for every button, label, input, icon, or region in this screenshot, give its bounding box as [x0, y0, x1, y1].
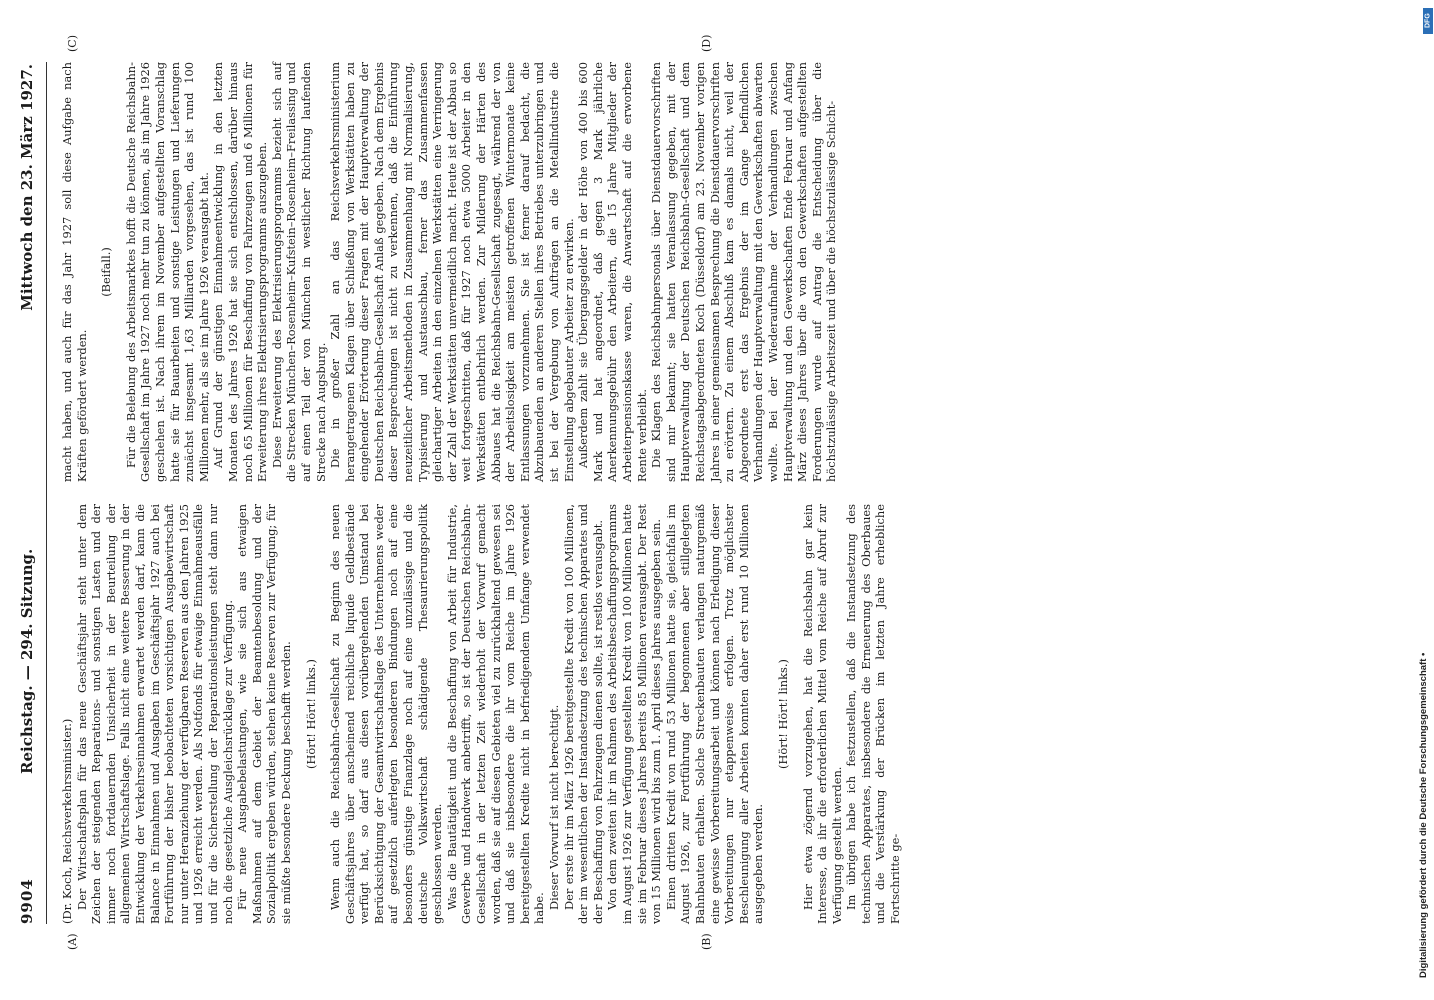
right-column — [60, 62, 839, 482]
header-left-title: Reichstag. — 294. Sitzung. — [18, 548, 36, 774]
left-column-paragraph: Der erste ihr im März 1926 bereitgestellte Kredit von 100 Millionen, der im wesentlichen der Instandsetzung des technischen Apparates und der Beschaffung von Fahrzeugen dienen sollte, ist restlos verausgabt. — [561, 504, 605, 924]
page-number: 9904 — [18, 878, 36, 924]
right-column-paragraph: Die Klagen des Reichsbahnpersonals über Dienstdauervorschriften sind mir bekannt; sie hatten Veranlassung gegeben, mit der Hauptverwaltung der Deutschen Reichsbahn-Gesellschaft und dem Reichstagsabgeordneten Koch (Düsseldorf) am 23. November vorigen Jahres in einer gemeinsamen Besprechung die Dienstdauervorschriften zu erörtern. Zu einem Abschluß kam es damals nicht, weil der Abgeordnete erst das Ergebnis der im Gange befindlichen Verhandlungen der Hauptverwaltung mit den Gewerkschaften abwarten wollte. Bei der Wiederaufnahme der Verhandlungen zwischen Hauptverwaltung und den Gewerkschaften Ende Februar und Anfang März dieses Jahres über die von den Gewerkschaften aufgestellten Forderungen wurde auf Antrag die Entscheidung über die höchstzulässige Arbeitszeit und über die höchstzulässige Schicht- — [649, 62, 839, 482]
left-column-paragraph: Im übrigen habe ich festzustellen, daß die Instandsetzung des technischen Apparates, insbesondere die Erneuerung des Oberbaues und die Verstärkung der Brücken im letzten Jahre erhebliche Fortschritte ge- — [844, 504, 903, 924]
header-right-title: Mittwoch den 23. März 1927. — [18, 64, 36, 311]
right-column-paragraph: Auf Grund der günstigen Einnahmeentwicklung in den letzten Monaten des Jahres 1926 hat sie sich entschlossen, darüber hinaus noch 65 Millionen für Beschaffung von Fahrzeugen und 6 Millionen für Erweiterung ihres Elektrisierungsprogramms auszugeben. — [211, 62, 270, 482]
left-column-paragraph: Wenn auch die Reichsbahn-Gesellschaft zu Beginn des neuen Geschäftsjahres über anscheinend reichliche liquide Geldbestände verfügt hat, so darf aus diesen vorübergehenden Umstand bei Berücksichtigung der Gesamtwirtschaftslage des Unternehmens weder auf gesetzlich auferlegten besonderen Bindungen noch auf eine besonders günstige Finanzlage noch auf eine unzulässige und die deutsche Volkswirtschaft schädigende Thesaurierungspolitik geschlossen werden. — [328, 504, 445, 924]
right-column-paragraph: Außerdem zahlt sie Übergangsgelder in der Höhe von 400 bis 600 Mark und hat angeordnet, daß gegen 3 Mark jährliche Anerkennungsgebühr den Arbeitern, die 15 Jahre Mitglieder der Arbeiterpensionskasse waren, die Anwartschaft auf die erworbene Rente verbleibt. — [576, 62, 649, 482]
left-column-paragraph: Einen dritten Kredit von rund 53 Millionen hatte sie, gleichfalls im August 1926, zur Fortführung der begonnenen aber stillgelegten Bahnbauten erhalten. Solche Streckenbauten verlangen naturgemäß eine gewisse Vorbereitungsarbeit und können nach Erledigung dieser Vorbereitungen nur etappenweise erfolgen. Trotz möglichster Beschleunigung aller Arbeiten konnten daher erst rund 10 Millionen ausgegeben werden. — [663, 504, 766, 924]
right-column-paragraph: Für die Belebung des Arbeitsmarktes hofft die Deutsche Reichsbahn-Gesellschaft im Jahre 1927 noch mehr tun zu können, als im Jahre 1926 geschehen ist. Nach ihrem im November aufgestellten Voranschlag hatte sie für Bauarbeiten und sonstige Leistungen und Lieferungen zunächst insgesamt 1,63 Milliarden vorgesehen, das ist rund 100 Millionen mehr, als sie im Jahre 1926 verausgabt hat. — [123, 62, 211, 482]
right-column-paragraph: Diese Erweiterung des Elektrisierungsprogramms bezieht sich auf die Strecken München–Rosenheim–Kufstein–Rosenheim–Freilassing und auf einen Teil der von München in westlicher Richtung laufenden Strecke nach Augsburg. — [269, 62, 328, 482]
left-column — [60, 504, 903, 924]
right-column-paragraph: macht haben, und auch für das Jahr 1927 soll diese Aufgabe nach Kräften gefördert werden. — [60, 62, 89, 482]
margin-marker-d: (D) — [700, 34, 713, 52]
header-rule — [46, 62, 47, 924]
left-column-paragraph: Von dem zweiten ihr im Rahmen des Arbeitsbeschaffungsprogramms im August 1926 zur Verfügung gestellten Kredit von 100 Millionen hatte sie im Februar dieses Jahres bereits 85 Millionen verausgabt. Der Rest von 15 Millionen wird bis zum 1. April dieses Jahres ausgegeben sein. — [605, 504, 664, 924]
left-column-paragraph: (Hört! Hört! links.) — [775, 659, 790, 769]
margin-marker-c: (C) — [66, 35, 79, 52]
right-column-paragraph: (Beifall.) — [99, 247, 114, 297]
left-column-paragraph: Hier etwa zögernd vorzugehen, hat die Reichsbahn gar kein Interesse, da ihr die erforderlichen Mittel vom Reiche auf Abruf zur Verfügung gestellt werden. — [800, 504, 844, 924]
left-column-paragraph: Für neue Ausgabebelastungen, wie sie sich aus etwaigen Maßnahmen auf dem Gebiet der Beamtenbesoldung und der Sozialpolitik ergeben würden, stehen keine Reserven zur Verfügung; für sie müßte besondere Deckung beschafft werden. — [235, 504, 293, 924]
left-column-paragraph: (Dr. Koch, Reichsverkehrsminister.) — [60, 718, 74, 924]
margin-marker-a: (A) — [66, 933, 79, 950]
left-column-paragraph: Was die Bautätigkeit und die Beschaffung von Arbeit für Industrie, Gewerbe und Handwerk anbetrifft, so ist der Deutschen Reichsbahn-Gesellschaft in der letzten Zeit wiederholt der Vorwurf gemacht worden, daß sie auf diesen Gebieten viel zu zurückhaltend gewesen sei und daß sie insbesondere die ihr vom Reiche im Jahre 1926 bereitgestellten Kredite nicht in befriedigendem Umfange verwendet habe. — [444, 504, 547, 924]
digitization-credit: Digitalisierung gefördert durch die Deutsche Forschungsgemeinschaft • — [1418, 652, 1429, 978]
page-header — [18, 64, 46, 924]
left-column-paragraph: Der Wirtschaftsplan für das neue Geschäftsjahr steht unter dem Zeichen der steigenden Reparations- und sonstigen Lasten und der immer noch fortdauernden Unsicherheit in der Beurteilung der allgemeinen Wirtschaftslage. Falls nicht eine weitere Besserung in der Entwicklung der Verkehrseinnahmen erwartet werden darf, kann die Balance in Einnahmen und Ausgaben im Geschäftsjahr 1927 auch bei Fortführung der bisher beobachteten vorsichtigen Ausgabewirtschaft nur unter Heranziehung der verfügbaren Reserven aus den Jahren 1925 und 1926 erreicht werden. Als Notfonds für etwaige Einnahmeausfälle und für die Sicherstellung der Reparationsleistungen steht dann nur noch die gesetzliche Ausgleichsrücklage zur Verfügung. — [74, 504, 235, 924]
left-column-paragraph: Dieser Vorwurf ist nicht berechtigt. — [547, 704, 561, 910]
dfg-logo: DFG — [1423, 8, 1433, 34]
margin-marker-b: (B) — [700, 933, 713, 950]
right-column-paragraph: Die in großer Zahl an das Reichsverkehrsministerium herangetragenen Klagen über Schließung von Werkstätten haben zu eingehender Erörterung dieser Fragen mit der Hauptverwaltung der Deutschen Reichsbahn-Gesellschaft Anlaß gegeben. Nach dem Ergebnis dieser Besprechungen ist nicht zu verkennen, daß die Einführung neuzeitlicher Arbeitsmethoden in Zusammenhang mit Normalisierung, Typisierung und Austauschbau, ferner das Zusammenfassen gleichartiger Arbeiten in den einzelnen Werkstätten eine Verringerung der Zahl der Werkstätten unvermeidlich macht. Heute ist der Abbau so weit fortgeschritten, daß für 1927 noch etwa 5000 Arbeiter in den Werkstätten entbehrlich werden. Zur Milderung der Härten des Abbaues hat die Reichsbahn-Gesellschaft zugesagt, während der von der Arbeitslosigkeit am meisten getroffenen Wintermonate keine Entlassungen vorzunehmen. Sie ist ferner darauf bedacht, die Abzubauenden an anderen Stellen ihres Betriebes unterzubringen und ist bei der Vergebung von Aufträgen an die Metallindustrie die Einstellung abgebauter Arbeiter zu erwirken. — [328, 62, 576, 482]
left-column-paragraph: (Hört! Hört! links.) — [303, 659, 318, 769]
